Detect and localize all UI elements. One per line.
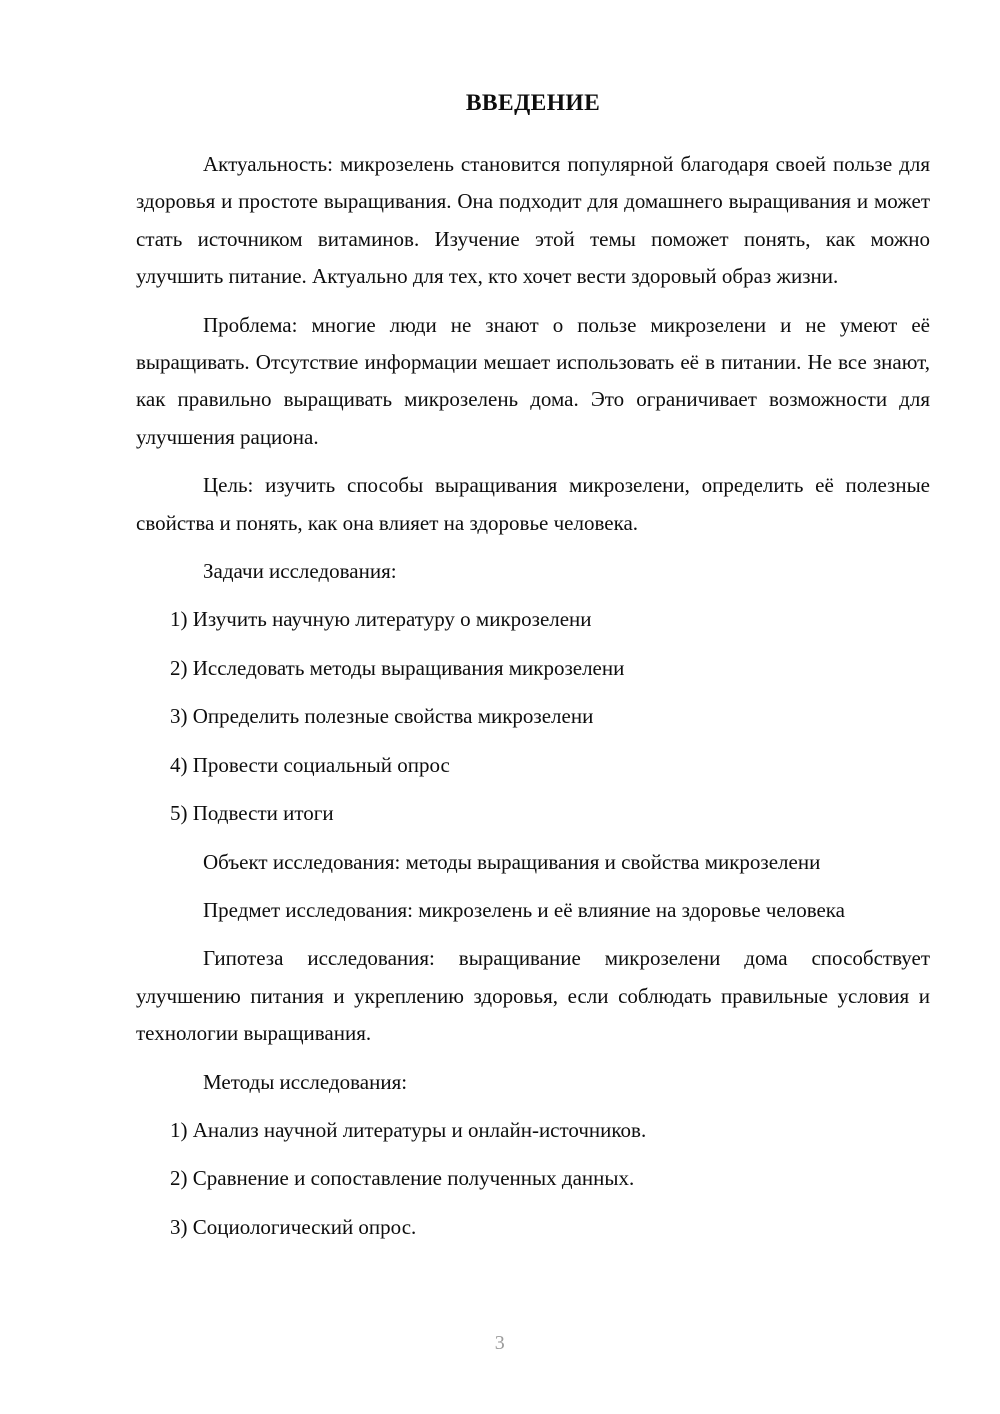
page-title: ВВЕДЕНИЕ — [465, 90, 601, 116]
methods-list — [136, 1112, 930, 1246]
paragraph-subject: Предмет исследования: микрозелень и её влияние на здоровье человека — [203, 897, 846, 922]
heading-methods: Методы исследования: — [203, 1069, 408, 1094]
tasks-list — [136, 601, 930, 832]
paragraph-goal: Цель: изучить способы выращивания микрозелени, определить её полезные свойства и понять, как она влияет на здоровье человека. — [136, 473, 930, 535]
list-item: 4) Провести социальный опрос — [170, 752, 450, 777]
list-item: 1) Анализ научной литературы и онлайн-источников. — [170, 1117, 647, 1142]
list-item: 2) Сравнение и сопоставление полученных данных. — [170, 1166, 635, 1191]
list-item: 5) Подвести итоги — [170, 801, 334, 826]
list-item: 3) Определить полезные свойства микрозелени — [170, 704, 594, 729]
paragraph-relevance: Актуальность: микрозелень становится популярной благодаря своей пользе для здоровья и простоте выращивания. Она подходит для домашнего выращивания и может стать источником витаминов. Изучение этой темы поможет понять, как можно улучшить питание. Актуально для тех, кто хочет вести здоровый образ жизни. — [136, 152, 930, 289]
paragraph-hypothesis: Гипотеза исследования: выращивание микрозелени дома способствует улучшению питания и укреплению здоровья, если соблюдать правильные условия и технологии выращивания. — [136, 946, 930, 1046]
paragraph-problem: Проблема: многие люди не знают о пользе микрозелени и не умеют её выращивать. Отсутствие информации мешает использовать её в питании. Не все знают, как правильно выращивать микрозелень дома. Это ограничивает возможности для улучшения рациона. — [136, 312, 930, 449]
heading-tasks: Задачи исследования: — [203, 559, 397, 584]
list-item: 2) Исследовать методы выращивания микрозелени — [170, 655, 625, 680]
document-text-block — [136, 88, 930, 1257]
list-item: 3) Социологический опрос. — [170, 1214, 417, 1239]
page-number: 3 — [494, 1332, 506, 1354]
paragraph-object: Объект исследования: методы выращивания и свойства микрозелени — [203, 849, 821, 874]
list-item: 1) Изучить научную литературу о микрозелени — [170, 607, 592, 632]
